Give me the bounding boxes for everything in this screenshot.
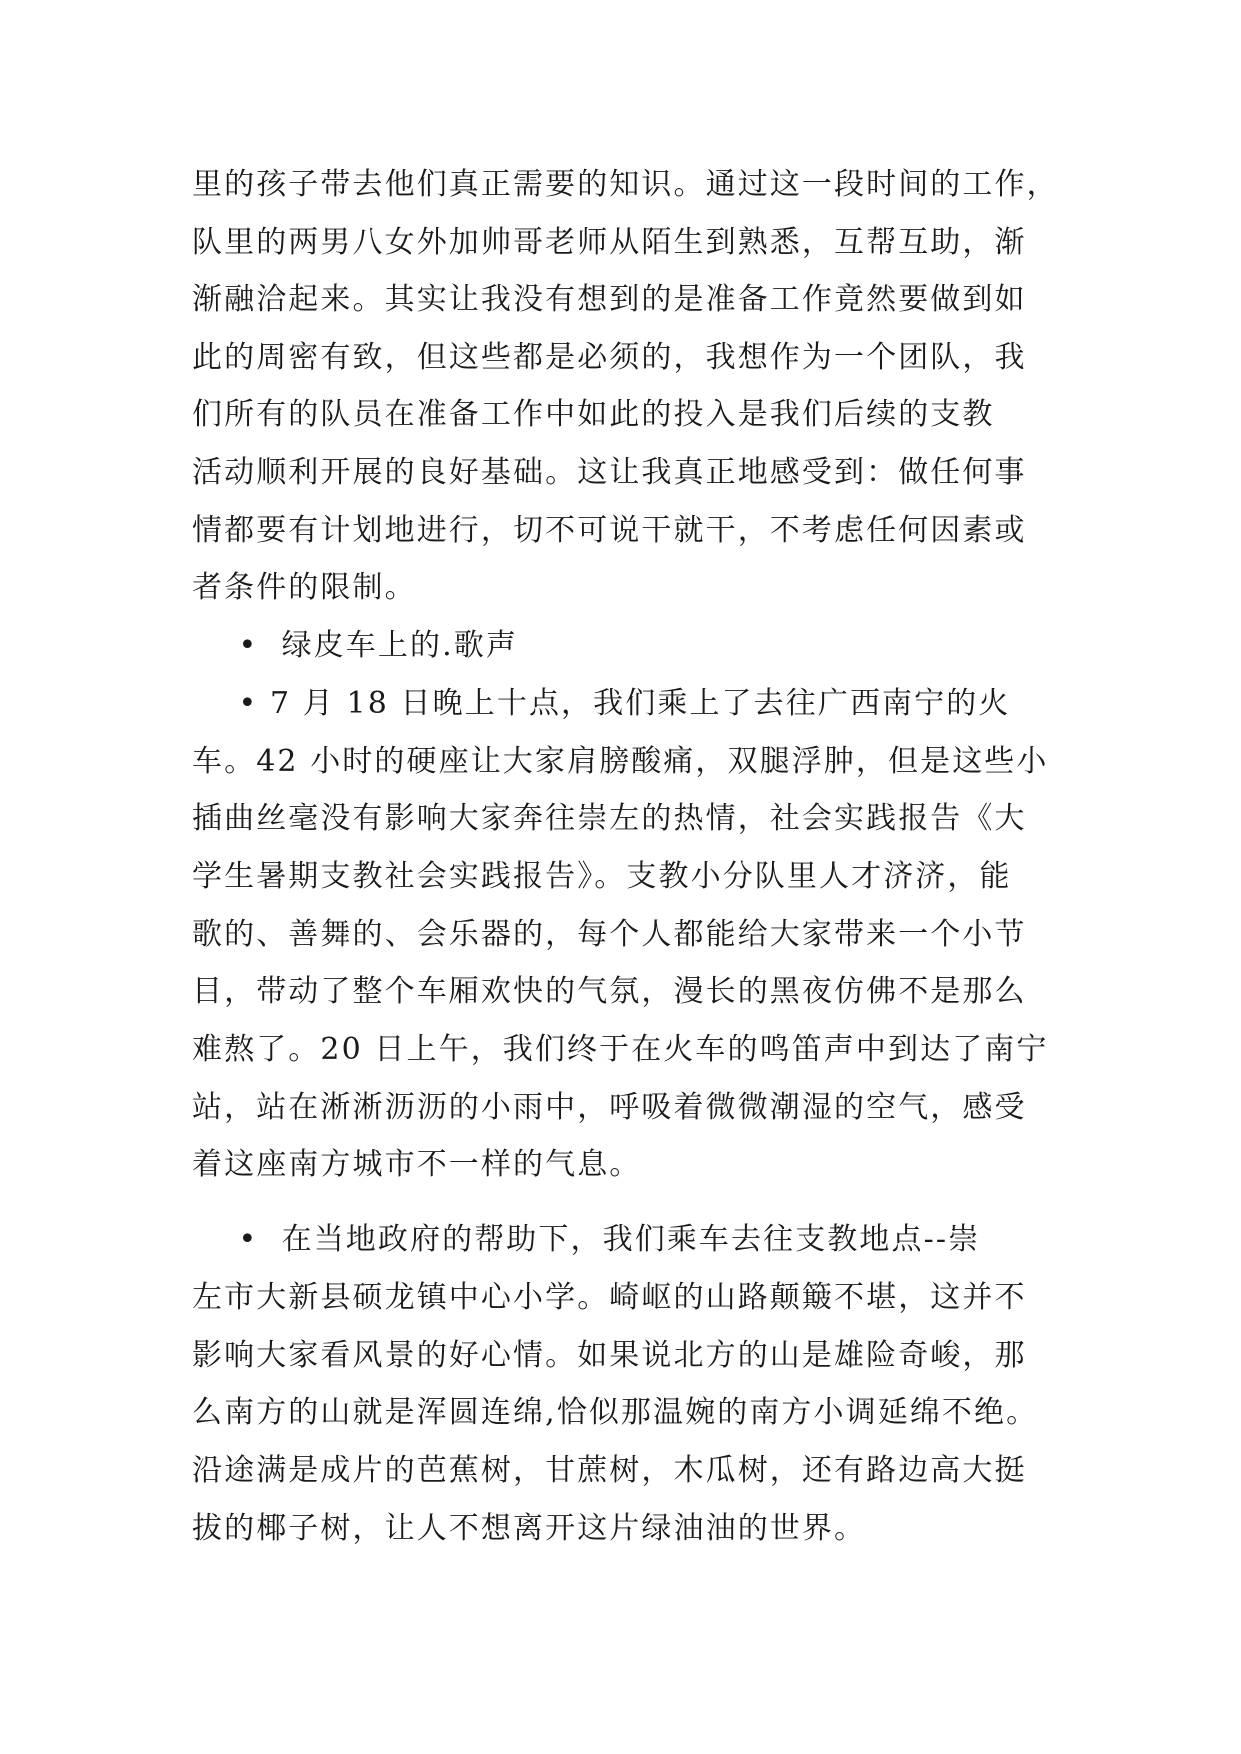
text-line: 难熬了。20 日上午，我们终于在火车的鸣笛声中到达了南宁 (192, 1032, 1049, 1067)
text-line: 站，站在淅淅沥沥的小雨中，呼吸着微微潮湿的空气，感受 (192, 1090, 1027, 1125)
text-line: 着这座南方城市不一样的气息。 (192, 1147, 642, 1182)
text-line: 情都要有计划地进行，切不可说干就干，不考虑任何因素或 (192, 513, 1027, 548)
bullet-paragraph-start: • 7 月 18 日晚上十点，我们乘上了去往广西南宁的火 (192, 686, 1011, 721)
text-line: 影响大家看风景的好心情。如果说北方的山是雄险奇峻，那 (192, 1338, 1027, 1373)
text-line: 目，带动了整个车厢欢快的气氛，漫长的黑夜仿佛不是那么 (192, 974, 1027, 1009)
text-line: 车。42 小时的硬座让大家肩膀酸痛，双腿浮肿，但是这些小 (192, 744, 1049, 779)
text-line: 渐融洽起来。其实让我没有想到的是准备工作竟然要做到如 (192, 282, 1027, 317)
text-line: 们所有的队员在准备工作中如此的投入是我们后续的支教 (192, 397, 995, 432)
text-line: 活动顺利开展的良好基础。这让我真正地感受到：做任何事 (192, 455, 1027, 490)
text-line: 左市大新县硕龙镇中心小学。崎岖的山路颠簸不堪，这并不 (192, 1280, 1027, 1315)
text-line: 沿途满是成片的芭蕉树，甘蔗树，木瓜树，还有路边高大挺 (192, 1453, 1027, 1488)
text-line: 队里的两男八女外加帅哥老师从陌生到熟悉，互帮互助，渐 (192, 225, 1027, 260)
text-line: 者条件的限制。 (192, 570, 417, 605)
text-line: 里的孩子带去他们真正需要的知识。通过这一段时间的工作， (192, 167, 1059, 202)
text-line: 此的周密有致，但这些都是必须的，我想作为一个团队，我 (192, 340, 1027, 375)
text-line: 拔的椰子树，让人不想离开这片绿油油的世界。 (192, 1511, 867, 1546)
bullet-paragraph-start: • 在当地政府的帮助下，我们乘车去往支教地点--崇 (192, 1222, 981, 1257)
text-line: 学生暑期支教社会实践报告》。支教小分队里人才济济，能 (192, 859, 1012, 894)
text-line: 歌的、善舞的、会乐器的，每个人都能给大家带来一个小节 (192, 917, 1027, 952)
text-line: 插曲丝毫没有影响大家奔往崇左的热情，社会实践报告《大 (192, 801, 1027, 836)
text-line: 么南方的山就是浑圆连绵,恰似那温婉的南方小调延绵不绝。 (192, 1395, 1039, 1430)
bullet-heading: • 绿皮车上的.歌声 (192, 628, 518, 663)
